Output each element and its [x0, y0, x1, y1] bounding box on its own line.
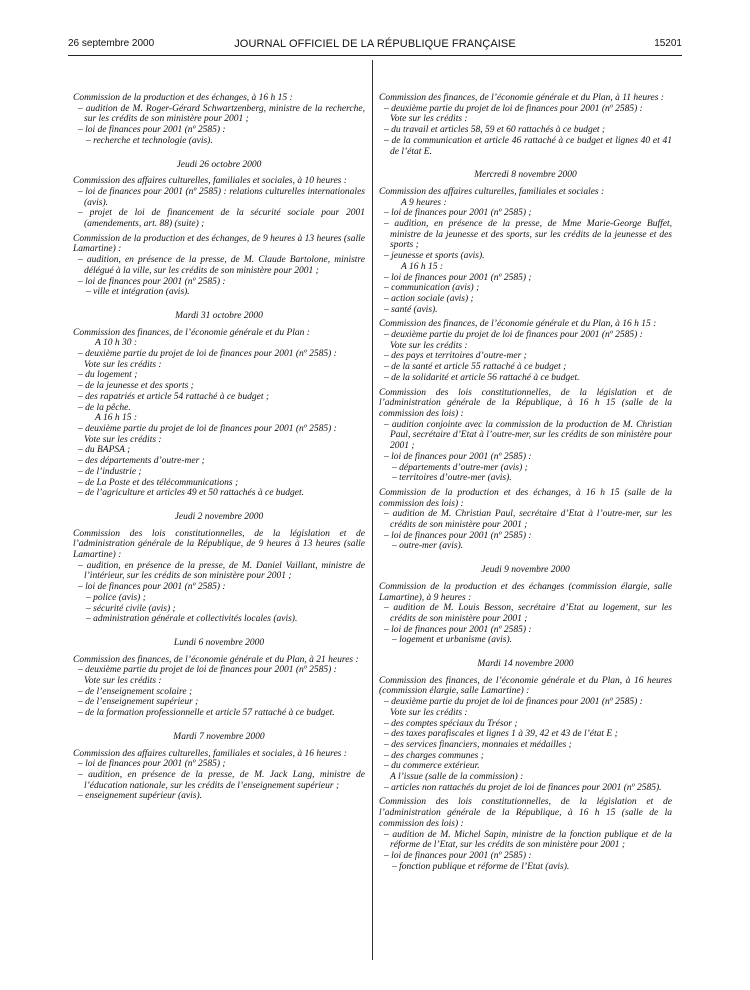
agenda-item: – loi de finances pour 2001 (nº 2585) : relations culturelles internationales (avis).: [78, 186, 365, 208]
time-heading: A 16 h 15 :: [401, 261, 444, 272]
vote-heading: Vote sur les crédits :: [390, 114, 468, 125]
agenda-item: – audition, en présence de la presse, de Mme Marie-George Buffet, ministre de la jeunesse et des sports, sur les crédits de la jeunesse et des sports ;: [384, 219, 672, 251]
header-rule: [68, 55, 682, 56]
committee-heading: Commission de la production et des échanges (commission élargie, salle Lamartine), à 9 heures :: [379, 581, 672, 603]
agenda-item: – de la formation professionnelle et article 57 rattaché à ce budget.: [78, 708, 335, 719]
committee-heading: Commission des lois constitutionnelles, de la législation et de l’administration générale de la République, de 9 heures à 13 heures (salle Lamartine) :: [73, 528, 365, 561]
agenda-item: – action sociale (avis) ;: [384, 293, 474, 304]
agenda-item: – des charges communes ;: [384, 750, 484, 761]
agenda-item: – loi de finances pour 2001 (nº 2585) :: [78, 276, 226, 287]
committee-heading: Commission des finances, de l’économie générale et du Plan :: [73, 327, 310, 338]
agenda-item: – loi de finances pour 2001 (nº 2585) ;: [384, 272, 532, 283]
agenda-subitem: – ville et intégration (avis).: [86, 287, 190, 298]
header-date: 26 septembre 2000: [68, 38, 155, 49]
agenda-subitem: – départements d’outre-mer (avis) ;: [392, 462, 528, 473]
agenda-item: – loi de finances pour 2001 (nº 2585) :: [384, 851, 532, 861]
agenda-item: – loi de finances pour 2001 (nº 2585) ;: [384, 208, 532, 219]
agenda-item: – de l’enseignement scolaire ;: [78, 686, 193, 697]
agenda-subitem: – outre-mer (avis).: [392, 541, 464, 552]
agenda-item: – de la jeunesse et des sports ;: [78, 381, 194, 392]
agenda-item: – des comptes spéciaux du Trésor ;: [384, 718, 518, 729]
agenda-item: – loi de finances pour 2001 (nº 2585) ;: [78, 759, 226, 770]
agenda-item: – des rapatriés et article 54 rattaché à ce budget ;: [78, 391, 270, 402]
committee-heading: Commission de la production et des échanges, à 16 h 15 (salle de la commission des lois) :: [379, 487, 672, 509]
committee-heading: Commission des affaires culturelles, familiales et sociales, à 16 heures :: [73, 748, 347, 759]
agenda-item: – audition de M. Michel Sapin, ministre de la fonction publique et de la réforme de l’Etat, sur les crédits de son ministère pour 2001 ;: [384, 829, 672, 851]
right-column: [379, 89, 672, 872]
agenda-item: – de la pêche.: [78, 402, 131, 413]
agenda-item: – audition, en présence de la presse, de M. Jack Lang, ministre de l’éducation nationale, sur les crédits de l’enseignement supérieur ;: [78, 769, 365, 791]
agenda-item: – loi de finances pour 2001 (nº 2585) :: [384, 624, 532, 635]
agenda-subitem: – logement et urbanisme (avis).: [392, 635, 513, 646]
committee-heading: Commission de la production et des échanges, de 9 heures à 13 heures (salle Lamartine) :: [73, 233, 365, 255]
agenda-item: – du logement ;: [78, 370, 138, 381]
agenda-item: – audition, en présence de la presse, de M. Claude Bartolone, ministre délégué à la ville, sur les crédits de son ministère pour 2001 ;: [78, 255, 365, 276]
agenda-item: – des services financiers, monnaies et médailles ;: [384, 739, 572, 750]
agenda-subitem: – fonction publique et réforme de l’Etat (avis).: [392, 861, 570, 872]
time-heading: A 10 h 30 :: [95, 338, 138, 349]
agenda-item: – deuxième partie du projet de loi de finances pour 2001 (nº 2585) :: [78, 349, 337, 360]
agenda-item: – deuxième partie du projet de loi de finances pour 2001 (nº 2585) :: [384, 103, 643, 114]
agenda-item: – des pays et territoires d’outre-mer ;: [384, 351, 527, 362]
date-heading: Mardi 31 octobre 2000: [175, 310, 263, 321]
date-heading: Mercredi 8 novembre 2000: [474, 170, 577, 181]
agenda-item: – deuxième partie du projet de loi de finances pour 2001 (nº 2585) :: [78, 665, 337, 676]
agenda-item: – audition de M. Christian Paul, secrétaire d’Etat à l’outre-mer, sur les crédits de son ministère pour 2001 ;: [384, 509, 672, 531]
committee-heading: Commission des finances, de l’économie générale et du Plan, à 21 heures :: [73, 654, 359, 665]
agenda-item: – des départements d’outre-mer ;: [78, 456, 205, 467]
page-header: [68, 38, 682, 54]
committee-heading: Commission des lois constitutionnelles, de la législation et de l’administration générale de la République, à 16 h 15 (salle de la commission des lois) :: [379, 387, 672, 419]
vote-heading: Vote sur les crédits :: [390, 707, 468, 718]
agenda-item: – du commerce extérieur.: [384, 761, 480, 772]
date-heading: Mardi 14 novembre 2000: [477, 659, 574, 670]
agenda-item: – audition de M. Roger-Gérard Schwartzenberg, ministre de la recherche, sur les crédits de son ministère pour 2001 ;: [78, 103, 365, 125]
time-heading: A 16 h 15 :: [95, 413, 138, 424]
agenda-item: – audition de M. Louis Besson, secrétaire d’Etat au logement, sur les crédits de son ministère pour 2001 ;: [384, 603, 672, 624]
agenda-item: – projet de loi de financement de la sécurité sociale pour 2001 (amendements, art. 88) (suite) ;: [78, 208, 365, 230]
agenda-item: – de l’industrie ;: [78, 466, 142, 477]
committee-heading: Commission des finances, de l’économie générale et du Plan, à 16 h 15 :: [379, 319, 657, 330]
agenda-item: – santé (avis).: [384, 304, 438, 315]
agenda-item: – de la solidarité et article 56 rattaché à ce budget.: [384, 372, 580, 383]
agenda-item: – de l’agriculture et articles 49 et 50 rattachés à ce budget.: [78, 488, 305, 499]
committee-heading: Commission de la production et des échanges, à 16 h 15 :: [73, 93, 293, 103]
vote-heading: Vote sur les crédits :: [84, 359, 162, 370]
page-number: 15201: [654, 38, 682, 49]
vote-heading: Vote sur les crédits :: [84, 434, 162, 445]
agenda-item: – articles non rattachés du projet de loi de finances pour 2001 (nº 2585).: [384, 782, 662, 793]
vote-heading: Vote sur les crédits :: [84, 676, 162, 687]
date-heading: Jeudi 9 novembre 2000: [481, 565, 570, 576]
agenda-item: – loi de finances pour 2001 (nº 2585) :: [384, 451, 532, 462]
agenda-item: – deuxième partie du projet de loi de finances pour 2001 (nº 2585) :: [384, 330, 643, 341]
agenda-item: – jeunesse et sports (avis).: [384, 251, 485, 262]
agenda-subitem: – police (avis) ;: [86, 592, 146, 603]
left-column: [73, 89, 365, 802]
committee-heading: Commission des finances, de l’économie générale et du Plan, à 11 heures :: [379, 93, 664, 103]
agenda-item: – de l’enseignement supérieur ;: [78, 697, 199, 708]
agenda-item: – du BAPSA ;: [78, 445, 131, 456]
agenda-subitem: – sécurité civile (avis) ;: [86, 603, 176, 614]
vote-heading: A l’issue (salle de la commission) :: [390, 772, 524, 783]
agenda-item: – loi de finances pour 2001 (nº 2585) :: [384, 530, 532, 541]
agenda-item: – de la santé et article 55 rattaché à ce budget ;: [384, 362, 567, 373]
agenda-item: – du travail et articles 58, 59 et 60 rattachés à ce budget ;: [384, 125, 606, 136]
agenda-item: – de La Poste et des télécommunications ;: [78, 477, 239, 488]
agenda-subitem: – recherche et technologie (avis).: [86, 135, 213, 146]
agenda-item: – enseignement supérieur (avis).: [78, 791, 202, 802]
agenda-item: – audition conjointe avec la commission de la production de M. Christian Paul, secrétaire d’Etat à l’outre-mer, sur les crédits de son ministère pour 2001 ;: [384, 419, 672, 452]
agenda-item: – de la communication et article 46 rattaché à ce budget et lignes 40 et 41 de l’état E.: [384, 135, 672, 157]
date-heading: Jeudi 2 novembre 2000: [174, 511, 264, 522]
date-heading: Lundi 6 novembre 2000: [173, 637, 265, 648]
agenda-subitem: – administration générale et collectivités locales (avis).: [86, 614, 298, 625]
agenda-item: – loi de finances pour 2001 (nº 2585) :: [78, 582, 226, 593]
journal-title: JOURNAL OFFICIEL DE LA RÉPUBLIQUE FRANÇAISE: [234, 38, 516, 50]
committee-heading: Commission des affaires culturelles, familiales et sociales :: [379, 186, 605, 197]
agenda-item: – loi de finances pour 2001 (nº 2585) :: [78, 125, 226, 136]
committee-heading: Commission des lois constitutionnelles, de la législation et de l’administration générale de la République, à 16 h 15 (salle de la commission des lois) :: [379, 797, 672, 829]
vote-heading: Vote sur les crédits :: [390, 340, 468, 351]
agenda-item: – des taxes parafiscales et lignes 1 à 39, 42 et 43 de l’état E ;: [384, 729, 618, 740]
committee-heading: Commission des finances, de l’économie générale et du Plan, à 16 heures (commission élargie, salle Lamartine) :: [379, 675, 672, 697]
date-heading: Mardi 7 novembre 2000: [173, 731, 265, 742]
agenda-subitem: – territoires d’outre-mer (avis).: [392, 473, 512, 484]
agenda-item: – deuxième partie du projet de loi de finances pour 2001 (nº 2585) :: [384, 697, 643, 708]
agenda-item: – audition, en présence de la presse, de M. Daniel Vaillant, ministre de l’intérieur, sur les crédits de son ministère pour 2001 ;: [78, 560, 365, 582]
date-heading: Jeudi 26 octobre 2000: [176, 159, 262, 170]
agenda-item: – deuxième partie du projet de loi de finances pour 2001 (nº 2585) :: [78, 423, 337, 434]
column-divider: [372, 60, 373, 960]
time-heading: A 9 heures :: [401, 197, 447, 208]
agenda-item: – communication (avis) ;: [384, 283, 480, 294]
committee-heading: Commission des affaires culturelles, familiales et sociales, à 10 heures :: [73, 176, 347, 187]
